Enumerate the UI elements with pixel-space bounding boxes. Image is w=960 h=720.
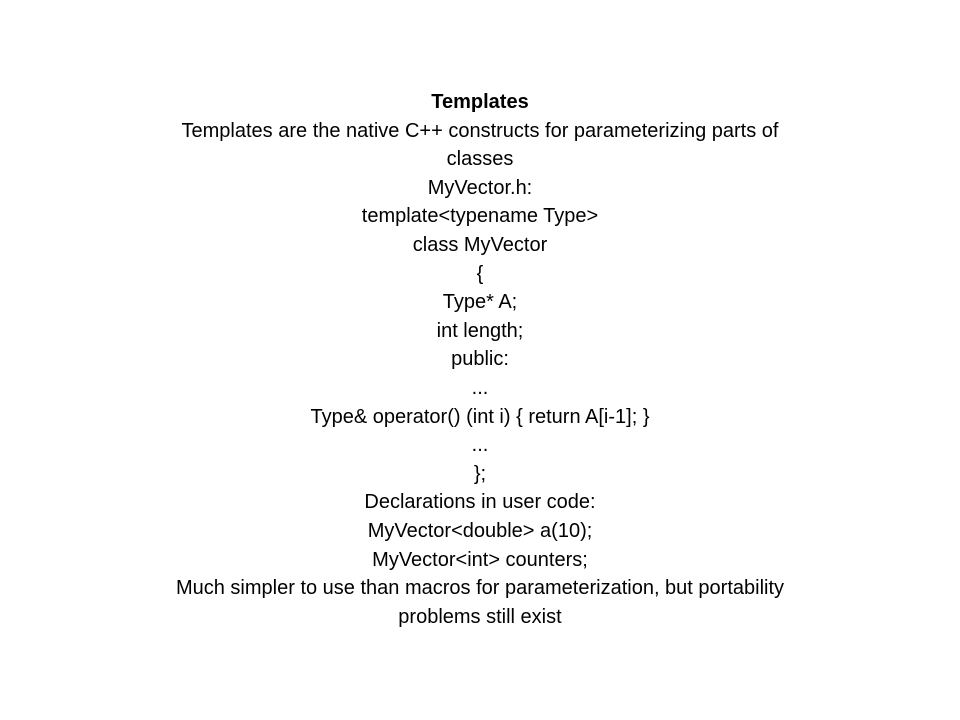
text-line: Much simpler to use than macros for parameterization, but portability (175, 577, 785, 600)
text-line: Templates are the native C++ constructs for parameterizing parts of (181, 119, 779, 142)
code-line: MyVector<int> counters; (372, 548, 588, 571)
text-line: MyVector.h: (427, 176, 533, 199)
code-line: ... (471, 376, 489, 399)
text-line: problems still exist (398, 605, 562, 628)
code-line: public: (451, 348, 509, 371)
code-line: class MyVector (412, 233, 548, 256)
code-line: MyVector<double> a(10); (367, 519, 593, 542)
code-line: Type& operator() (int i) { return A[i-1]; } (310, 405, 650, 428)
code-line: template<typename Type> (361, 205, 599, 228)
code-line: }; (473, 462, 487, 485)
code-line: { (476, 262, 484, 285)
code-line: Type* A; (442, 291, 518, 314)
text-line: Declarations in user code: (364, 491, 596, 514)
slide-content (100, 88, 860, 631)
slide-title: Templates (431, 91, 529, 113)
text-line: classes (446, 148, 514, 171)
code-line: int length; (436, 319, 524, 342)
code-line: ... (471, 434, 489, 457)
